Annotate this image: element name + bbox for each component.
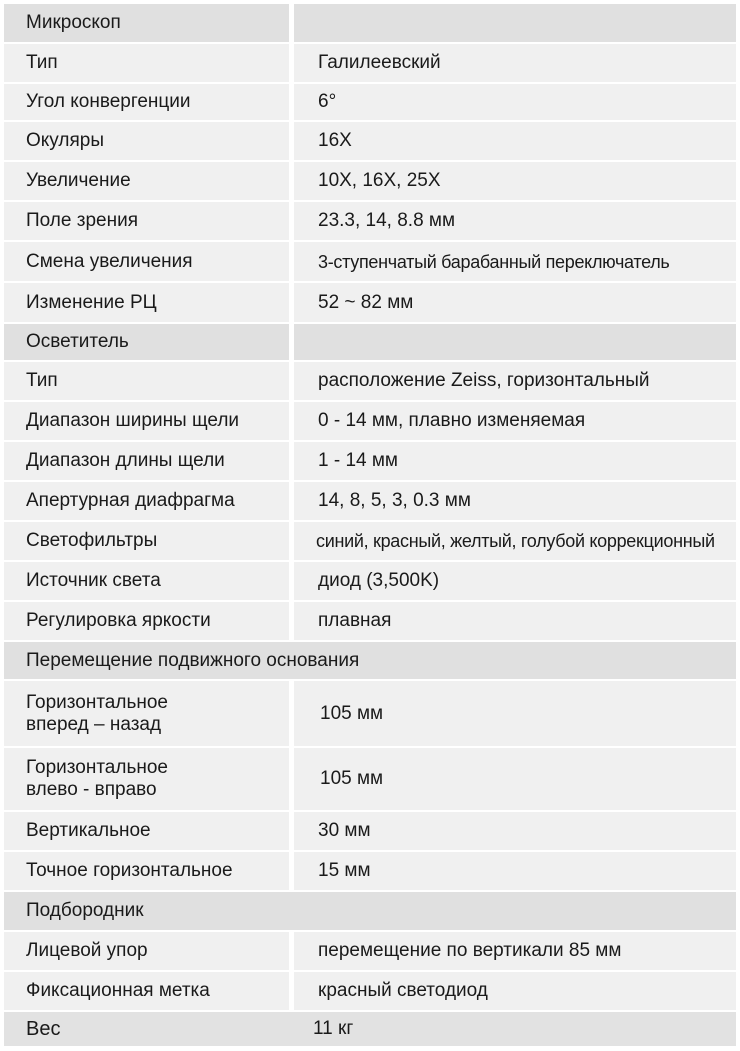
- table-row: [4, 602, 736, 640]
- section-header-base-movement: [4, 642, 736, 679]
- spec-value: красный светодиод: [294, 972, 736, 1010]
- spec-value: 30 мм: [294, 812, 736, 850]
- table-row: [4, 402, 736, 440]
- spec-table: [4, 4, 736, 1048]
- spec-value: 3-ступенчатый барабанный переключатель: [294, 242, 736, 281]
- spec-value: 15 мм: [294, 852, 736, 890]
- spec-value: перемещение по вертикали 85 мм: [294, 932, 736, 970]
- spec-label: Угол конвергенции: [4, 84, 289, 120]
- spec-value: 10X, 16X, 25X: [294, 162, 736, 200]
- spec-label-line1: Горизонтальное: [26, 757, 168, 778]
- spec-label-line2: вперед – назад: [26, 713, 162, 735]
- spec-label: Тип: [4, 362, 289, 400]
- section-empty-cell: [294, 324, 736, 360]
- spec-label: Смена увеличения: [4, 242, 289, 281]
- spec-label: Источник света: [4, 562, 289, 600]
- spec-label: Вертикальное: [4, 812, 289, 850]
- table-row: [4, 44, 736, 82]
- weight-value: 11 кг: [289, 1012, 736, 1046]
- spec-label: Лицевой упор: [4, 932, 289, 970]
- spec-label: [4, 748, 289, 810]
- spec-value: Галилеевский: [294, 44, 736, 82]
- spec-label: Фиксационная метка: [4, 972, 289, 1010]
- spec-value: 23.3, 14, 8.8 мм: [294, 202, 736, 240]
- table-row: [4, 522, 736, 560]
- spec-label: Светофильтры: [4, 522, 289, 560]
- section-header-chinrest: [4, 892, 736, 930]
- spec-value: 1 - 14 мм: [294, 442, 736, 480]
- spec-label: Поле зрения: [4, 202, 289, 240]
- weight-label: Вес: [4, 1012, 289, 1046]
- table-row: [4, 972, 736, 1010]
- table-row: [4, 852, 736, 890]
- table-row: [4, 242, 736, 281]
- spec-label: Изменение РЦ: [4, 283, 289, 322]
- spec-value: 0 - 14 мм, плавно изменяемая: [294, 402, 736, 440]
- spec-label: Регулировка яркости: [4, 602, 289, 640]
- spec-label: Апертурная диафрагма: [4, 482, 289, 520]
- table-row: [4, 681, 736, 746]
- spec-label-line2: влево - вправо: [26, 779, 157, 800]
- spec-label: Увеличение: [4, 162, 289, 200]
- spec-value: расположение Zeiss, горизонтальный: [294, 362, 736, 400]
- spec-label: Диапазон длины щели: [4, 442, 289, 480]
- table-row: [4, 442, 736, 480]
- table-row: [4, 812, 736, 850]
- table-row: [4, 84, 736, 120]
- spec-label-line1: Горизонтальное: [26, 691, 168, 713]
- table-row: [4, 362, 736, 400]
- spec-label: Окуляры: [4, 122, 289, 160]
- spec-label: Тип: [4, 44, 289, 82]
- table-row: [4, 932, 736, 970]
- spec-value: 14, 8, 5, 3, 0.3 мм: [294, 482, 736, 520]
- table-row: [4, 482, 736, 520]
- spec-value: плавная: [294, 602, 736, 640]
- section-title: Перемещение подвижного основания: [4, 642, 736, 679]
- section-empty-cell: [294, 4, 736, 42]
- spec-label: Диапазон ширины щели: [4, 402, 289, 440]
- table-row: [4, 562, 736, 600]
- table-row: [4, 122, 736, 160]
- section-title: Подбородник: [4, 892, 736, 930]
- spec-value: синий, красный, желтый, голубой коррекционный: [294, 522, 736, 560]
- spec-value: 6°: [294, 84, 736, 120]
- table-row: [4, 748, 736, 810]
- spec-value: 52 ~ 82 мм: [294, 283, 736, 322]
- section-header-illuminator: [4, 324, 736, 360]
- spec-label: [4, 681, 289, 746]
- section-title: Осветитель: [4, 324, 289, 360]
- section-header-microscope: [4, 4, 736, 42]
- spec-value: 105 мм: [294, 748, 736, 810]
- table-row: [4, 202, 736, 240]
- spec-value: 16X: [294, 122, 736, 160]
- table-row: [4, 162, 736, 200]
- table-row: [4, 283, 736, 322]
- weight-row: [4, 1012, 736, 1046]
- spec-label: Точное горизонтальное: [4, 852, 289, 890]
- section-title: Микроскоп: [4, 4, 289, 42]
- spec-value: 105 мм: [294, 681, 736, 746]
- spec-value: диод (3,500K): [294, 562, 736, 600]
